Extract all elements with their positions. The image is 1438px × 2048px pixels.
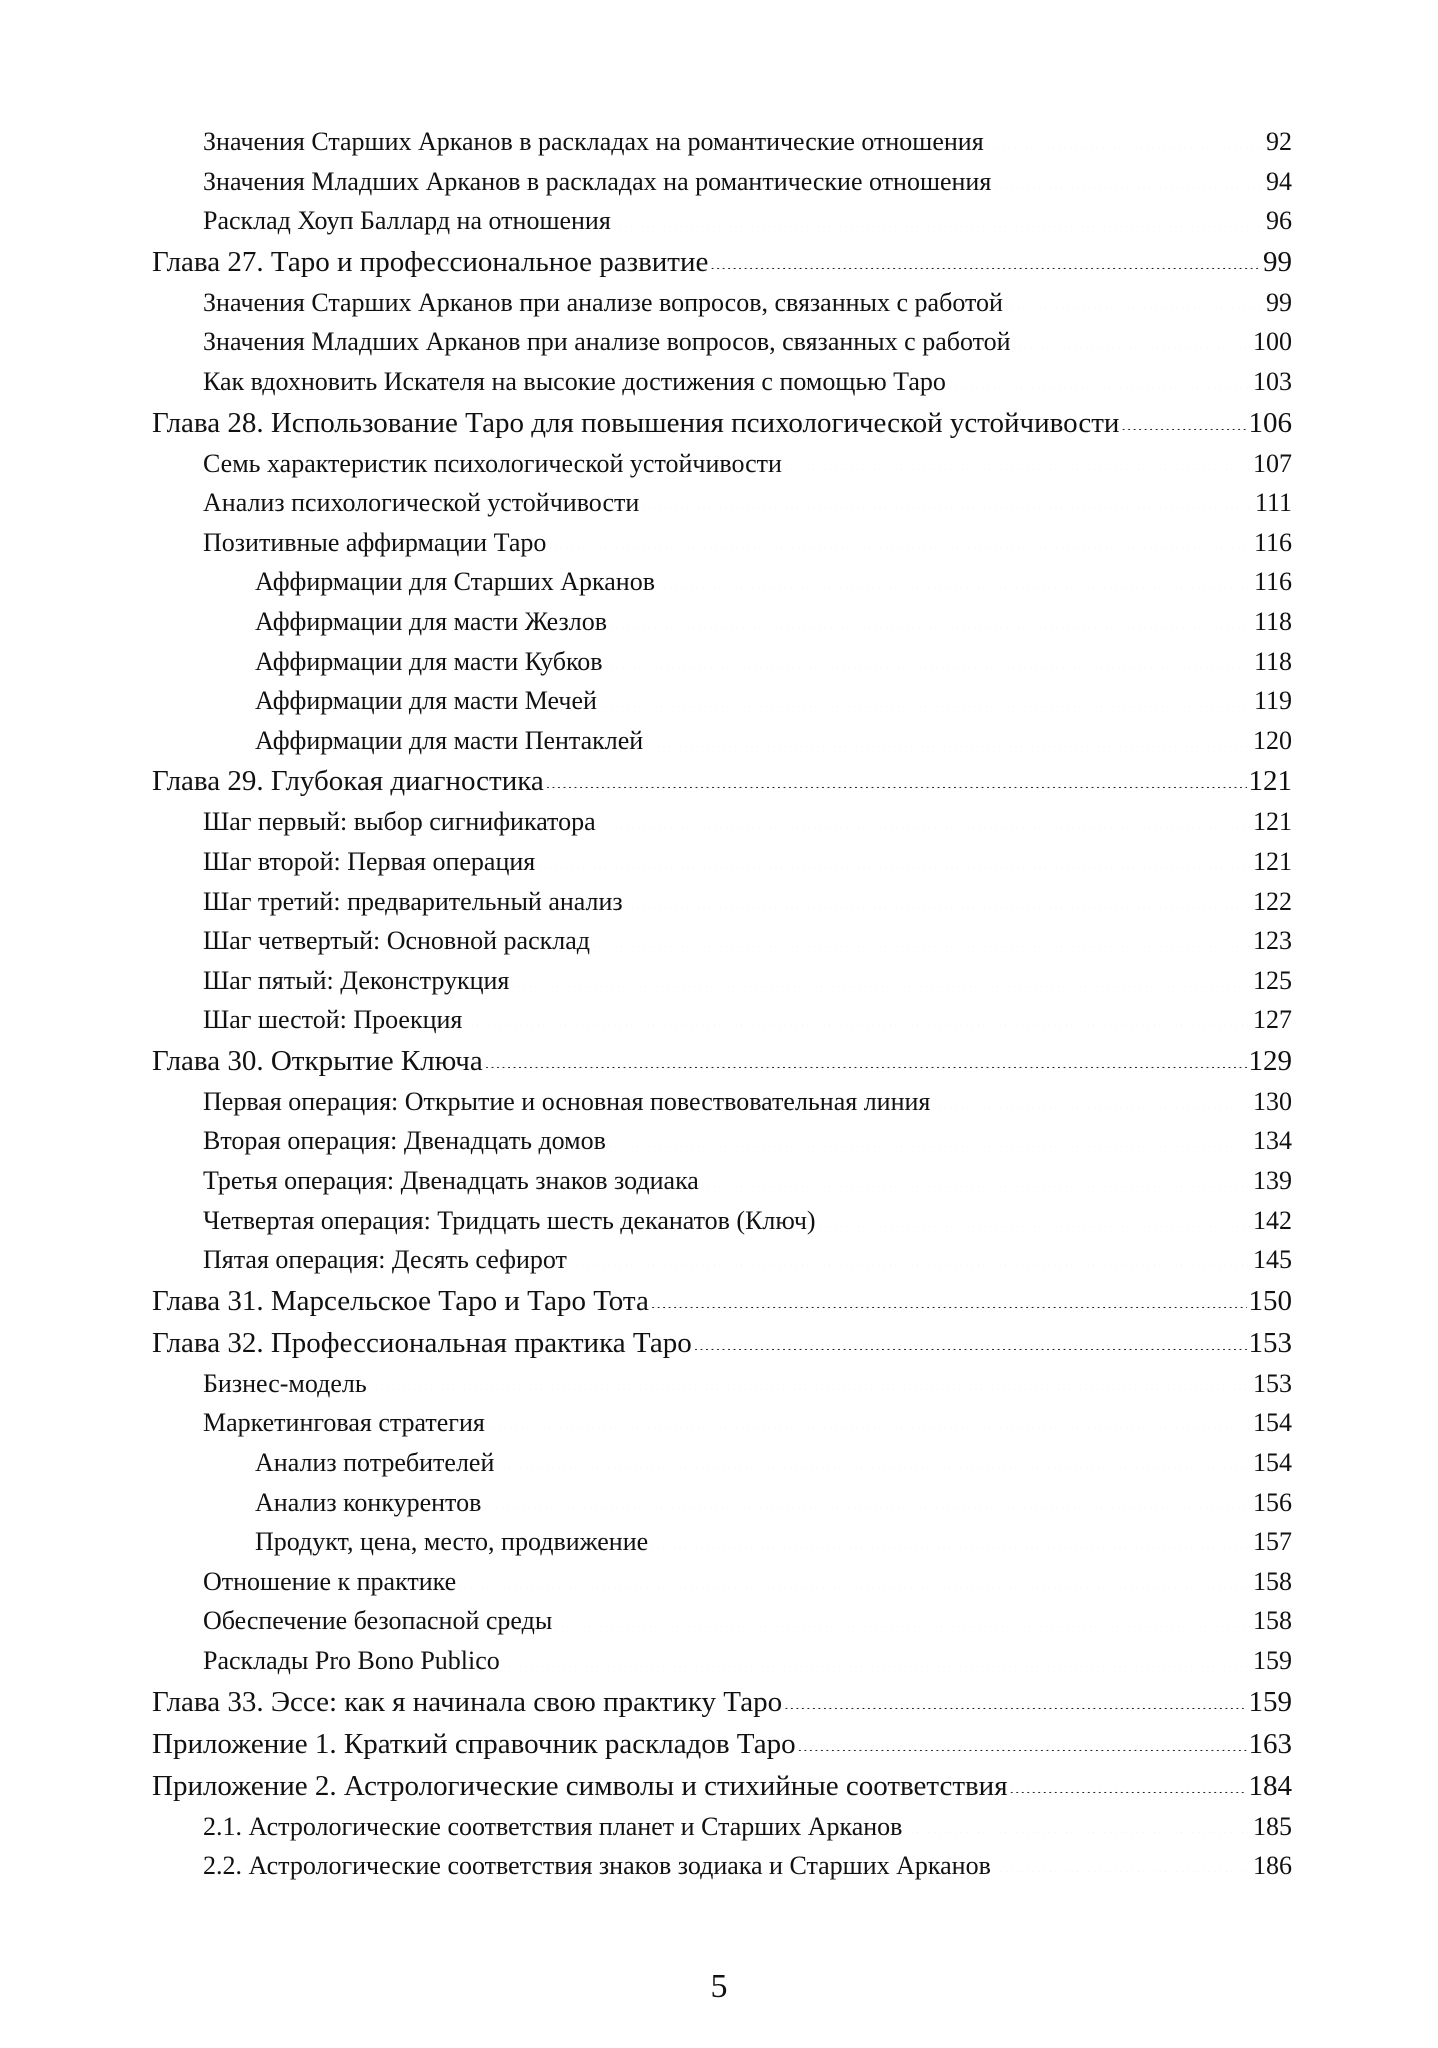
dot-leader [818, 1201, 1251, 1227]
toc-entry-page: 116 [1253, 567, 1292, 597]
toc-section-entry [152, 882, 1292, 922]
toc-entry-title: Глава 33. Эссе: как я начинала свою практику Таро [152, 1685, 783, 1718]
toc-section-entry [152, 602, 1292, 642]
toc-section-entry [152, 122, 1292, 162]
toc-entry-title: Приложение 2. Астрологические символы и стихийные соответствия [152, 1769, 1008, 1802]
dot-leader [369, 1364, 1251, 1390]
toc-section-entry [152, 1161, 1292, 1201]
dot-leader [645, 721, 1251, 747]
toc-entry-title: Глава 27. Таро и профессиональное развитие [152, 245, 709, 278]
dot-leader [784, 444, 1251, 470]
toc-section-entry [152, 483, 1292, 523]
toc-entry-page: 150 [1248, 1284, 1292, 1317]
toc-entry-page: 122 [1253, 886, 1292, 916]
dot-leader [986, 122, 1264, 148]
dot-leader [710, 240, 1261, 269]
toc-entry-title: Значения Младших Арканов при анализе вопросов, связанных с работой [203, 327, 1011, 357]
toc-entry-page: 139 [1253, 1166, 1292, 1196]
toc-entry-title: Аффирмации для масти Пентаклей [255, 725, 644, 755]
dot-leader [511, 961, 1251, 987]
dot-leader [569, 1240, 1251, 1266]
toc-entry-title: Четвертая операция: Тридцать шесть деканатов (Ключ) [203, 1205, 816, 1235]
toc-entry-page: 159 [1253, 1646, 1292, 1675]
toc-entry-page: 99 [1263, 245, 1292, 278]
toc-entry-page: 106 [1248, 406, 1292, 439]
toc-entry-title: Аффирмации для масти Мечей [255, 686, 597, 716]
toc-section-entry [152, 444, 1292, 484]
toc-entry-page: 184 [1248, 1769, 1292, 1802]
toc-entry-page: 142 [1253, 1205, 1292, 1235]
toc-entry-page: 154 [1253, 1448, 1292, 1478]
toc-entry-title: Глава 29. Глубокая диагностика [152, 765, 544, 798]
dot-leader [605, 642, 1252, 668]
toc-entry-page: 118 [1253, 646, 1292, 676]
dot-leader [784, 1680, 1246, 1709]
toc-entry-page: 130 [1253, 1086, 1292, 1116]
dot-leader [548, 523, 1252, 549]
toc-entry-page: 153 [1253, 1368, 1292, 1398]
toc-chapter-entry [152, 1040, 1292, 1082]
table-of-contents [152, 122, 1292, 1886]
dot-leader [625, 882, 1251, 908]
toc-entry-title: Продукт, цена, место, продвижение [255, 1527, 649, 1557]
toc-section-entry [152, 1364, 1292, 1404]
toc-section-entry [152, 1000, 1292, 1040]
toc-chapter-entry [152, 1681, 1292, 1723]
toc-entry-title: Анализ потребителей [255, 1448, 495, 1478]
toc-entry-title: Третья операция: Двенадцать знаков зодиака [203, 1166, 699, 1196]
toc-entry-page: 159 [1248, 1685, 1292, 1718]
dot-leader [483, 1483, 1251, 1509]
toc-chapter-entry [152, 760, 1292, 802]
dot-leader [694, 1321, 1247, 1350]
toc-entry-title: Шаг второй: Первая операция [203, 846, 536, 876]
toc-entry-title: Значения Старших Арканов в раскладах на романтические отношения [203, 127, 984, 156]
toc-section-entry [152, 1483, 1292, 1523]
toc-entry-page: 158 [1253, 1606, 1292, 1636]
dot-leader [657, 562, 1252, 588]
dot-leader [1013, 322, 1251, 348]
toc-section-entry [152, 201, 1292, 241]
toc-section-entry [152, 961, 1292, 1001]
dot-leader [496, 1443, 1251, 1469]
toc-section-entry [152, 322, 1292, 362]
toc-section-entry [152, 1601, 1292, 1641]
toc-entry-page: 120 [1253, 725, 1292, 755]
toc-entry-title: Шаг первый: выбор сигнификатора [203, 807, 596, 837]
dot-leader [608, 1121, 1251, 1147]
toc-section-entry [152, 1641, 1292, 1681]
toc-section-entry [152, 1240, 1292, 1280]
toc-section-entry [152, 1807, 1292, 1847]
toc-entry-title: Семь характеристик психологической устойчивости [203, 448, 782, 478]
toc-entry-title: Аффирмации для масти Кубков [255, 646, 603, 676]
toc-entry-title: Глава 28. Использование Таро для повышения психологической устойчивости [152, 406, 1120, 439]
dot-leader [464, 1000, 1251, 1026]
dot-leader [613, 201, 1264, 227]
toc-entry-title: Значения Младших Арканов в раскладах на романтические отношения [203, 166, 992, 196]
dot-leader [592, 921, 1251, 947]
toc-entry-page: 92 [1266, 127, 1292, 156]
toc-section-entry [152, 1121, 1292, 1161]
toc-entry-title: Шаг третий: предварительный анализ [203, 886, 623, 916]
toc-entry-page: 121 [1253, 846, 1292, 876]
dot-leader [1005, 283, 1264, 309]
toc-entry-page: 129 [1248, 1044, 1292, 1077]
dot-leader [993, 162, 1264, 188]
toc-section-entry [152, 523, 1292, 563]
toc-entry-title: Первая операция: Открытие и основная повествовательная линия [203, 1086, 931, 1116]
toc-entry-title: Пятая операция: Десять сефирот [203, 1245, 567, 1275]
toc-entry-title: Позитивные аффирмации Таро [203, 527, 547, 557]
toc-entry-title: Глава 31. Марсельское Таро и Таро Тота [152, 1284, 649, 1317]
toc-entry-page: 111 [1254, 488, 1292, 518]
toc-section-entry [152, 842, 1292, 882]
dot-leader [458, 1562, 1251, 1588]
dot-leader [609, 602, 1252, 628]
toc-section-entry [152, 1201, 1292, 1241]
toc-entry-title: Значения Старших Арканов при анализе вопросов, связанных с работой [203, 287, 1003, 317]
dot-leader [948, 362, 1251, 388]
dot-leader [554, 1601, 1251, 1627]
toc-section-entry [152, 1562, 1292, 1602]
toc-section-entry [152, 283, 1292, 323]
toc-section-entry [152, 1403, 1292, 1443]
toc-entry-page: 163 [1248, 1727, 1292, 1760]
dot-leader [650, 1522, 1251, 1548]
dot-leader [537, 842, 1251, 868]
dot-leader [701, 1161, 1251, 1187]
toc-entry-page: 99 [1266, 287, 1292, 317]
toc-entry-page: 116 [1253, 527, 1292, 557]
page-number: 5 [710, 1968, 728, 2005]
toc-entry-page: 127 [1253, 1005, 1292, 1035]
toc-entry-page: 185 [1253, 1811, 1292, 1841]
toc-entry-title: Расклад Хоуп Баллард на отношения [203, 206, 611, 236]
toc-chapter-entry [152, 1280, 1292, 1322]
toc-entry-title: Вторая операция: Двенадцать домов [203, 1126, 606, 1156]
toc-section-entry [152, 562, 1292, 602]
toc-entry-title: Глава 30. Открытие Ключа [152, 1044, 483, 1077]
dot-leader [651, 1279, 1247, 1308]
dot-leader [546, 759, 1247, 788]
toc-entry-title: Шаг четвертый: Основной расклад [203, 926, 590, 956]
toc-section-entry [152, 1522, 1292, 1562]
toc-entry-title: Как вдохновить Искателя на высокие достижения с помощью Таро [203, 366, 946, 396]
toc-entry-page: 119 [1253, 686, 1292, 716]
toc-entry-page: 96 [1266, 206, 1292, 236]
dot-leader [641, 483, 1253, 509]
toc-chapter-entry [152, 402, 1292, 444]
toc-entry-page: 186 [1253, 1851, 1292, 1881]
dot-leader [993, 1846, 1251, 1872]
toc-entry-page: 94 [1266, 166, 1292, 196]
toc-entry-page: 158 [1253, 1566, 1292, 1596]
toc-chapter-entry [152, 1322, 1292, 1364]
dot-leader [798, 1722, 1247, 1751]
toc-chapter-entry [152, 241, 1292, 283]
toc-entry-title: Анализ психологической устойчивости [203, 488, 640, 518]
toc-section-entry [152, 921, 1292, 961]
toc-section-entry [152, 162, 1292, 202]
toc-section-entry [152, 1443, 1292, 1483]
dot-leader [904, 1807, 1251, 1833]
toc-entry-page: 154 [1253, 1408, 1292, 1438]
toc-entry-title: Обеспечение безопасной среды [203, 1606, 553, 1636]
dot-leader [598, 802, 1251, 828]
toc-entry-page: 121 [1248, 765, 1292, 798]
toc-entry-page: 157 [1253, 1527, 1292, 1557]
toc-section-entry [152, 681, 1292, 721]
toc-entry-title: Расклады Pro Bono Publico [203, 1646, 500, 1675]
toc-entry-title: Отношение к практике [203, 1566, 457, 1596]
toc-entry-page: 100 [1253, 327, 1292, 357]
toc-section-entry [152, 721, 1292, 761]
toc-entry-title: Глава 32. Профессиональная практика Таро [152, 1326, 692, 1359]
toc-section-entry [152, 1846, 1292, 1886]
toc-entry-title: Аффирмации для Старших Арканов [255, 567, 655, 597]
toc-entry-page: 145 [1253, 1245, 1292, 1275]
toc-entry-title: Аффирмации для масти Жезлов [255, 606, 608, 636]
dot-leader [502, 1641, 1251, 1667]
dot-leader [1121, 401, 1246, 430]
toc-entry-page: 123 [1253, 926, 1292, 956]
dot-leader [487, 1403, 1251, 1429]
dot-leader [1010, 1764, 1247, 1793]
toc-entry-page: 121 [1253, 807, 1292, 837]
toc-section-entry [152, 1082, 1292, 1122]
toc-entry-title: Шаг шестой: Проекция [203, 1005, 463, 1035]
toc-chapter-entry [152, 1765, 1292, 1807]
toc-section-entry [152, 642, 1292, 682]
toc-entry-title: Приложение 1. Краткий справочник раскладов Таро [152, 1727, 796, 1760]
toc-entry-page: 134 [1253, 1126, 1292, 1156]
toc-entry-title: Анализ конкурентов [255, 1487, 482, 1517]
toc-entry-title: 2.2. Астрологические соответствия знаков зодиака и Старших Арканов [203, 1851, 991, 1881]
toc-entry-title: 2.1. Астрологические соответствия планет и Старших Арканов [203, 1811, 903, 1841]
toc-entry-title: Бизнес-модель [203, 1368, 367, 1398]
toc-entry-page: 103 [1253, 366, 1292, 396]
dot-leader [932, 1082, 1251, 1108]
toc-chapter-entry [152, 1723, 1292, 1765]
toc-entry-title: Шаг пятый: Деконструкция [203, 965, 510, 995]
toc-entry-page: 118 [1253, 606, 1292, 636]
toc-entry-page: 153 [1248, 1326, 1292, 1359]
toc-section-entry [152, 802, 1292, 842]
dot-leader [599, 681, 1252, 707]
toc-entry-title: Маркетинговая стратегия [203, 1408, 485, 1438]
toc-entry-page: 125 [1253, 965, 1292, 995]
dot-leader [485, 1039, 1247, 1068]
toc-section-entry [152, 362, 1292, 402]
toc-entry-page: 107 [1253, 448, 1292, 478]
toc-entry-page: 156 [1253, 1487, 1292, 1517]
